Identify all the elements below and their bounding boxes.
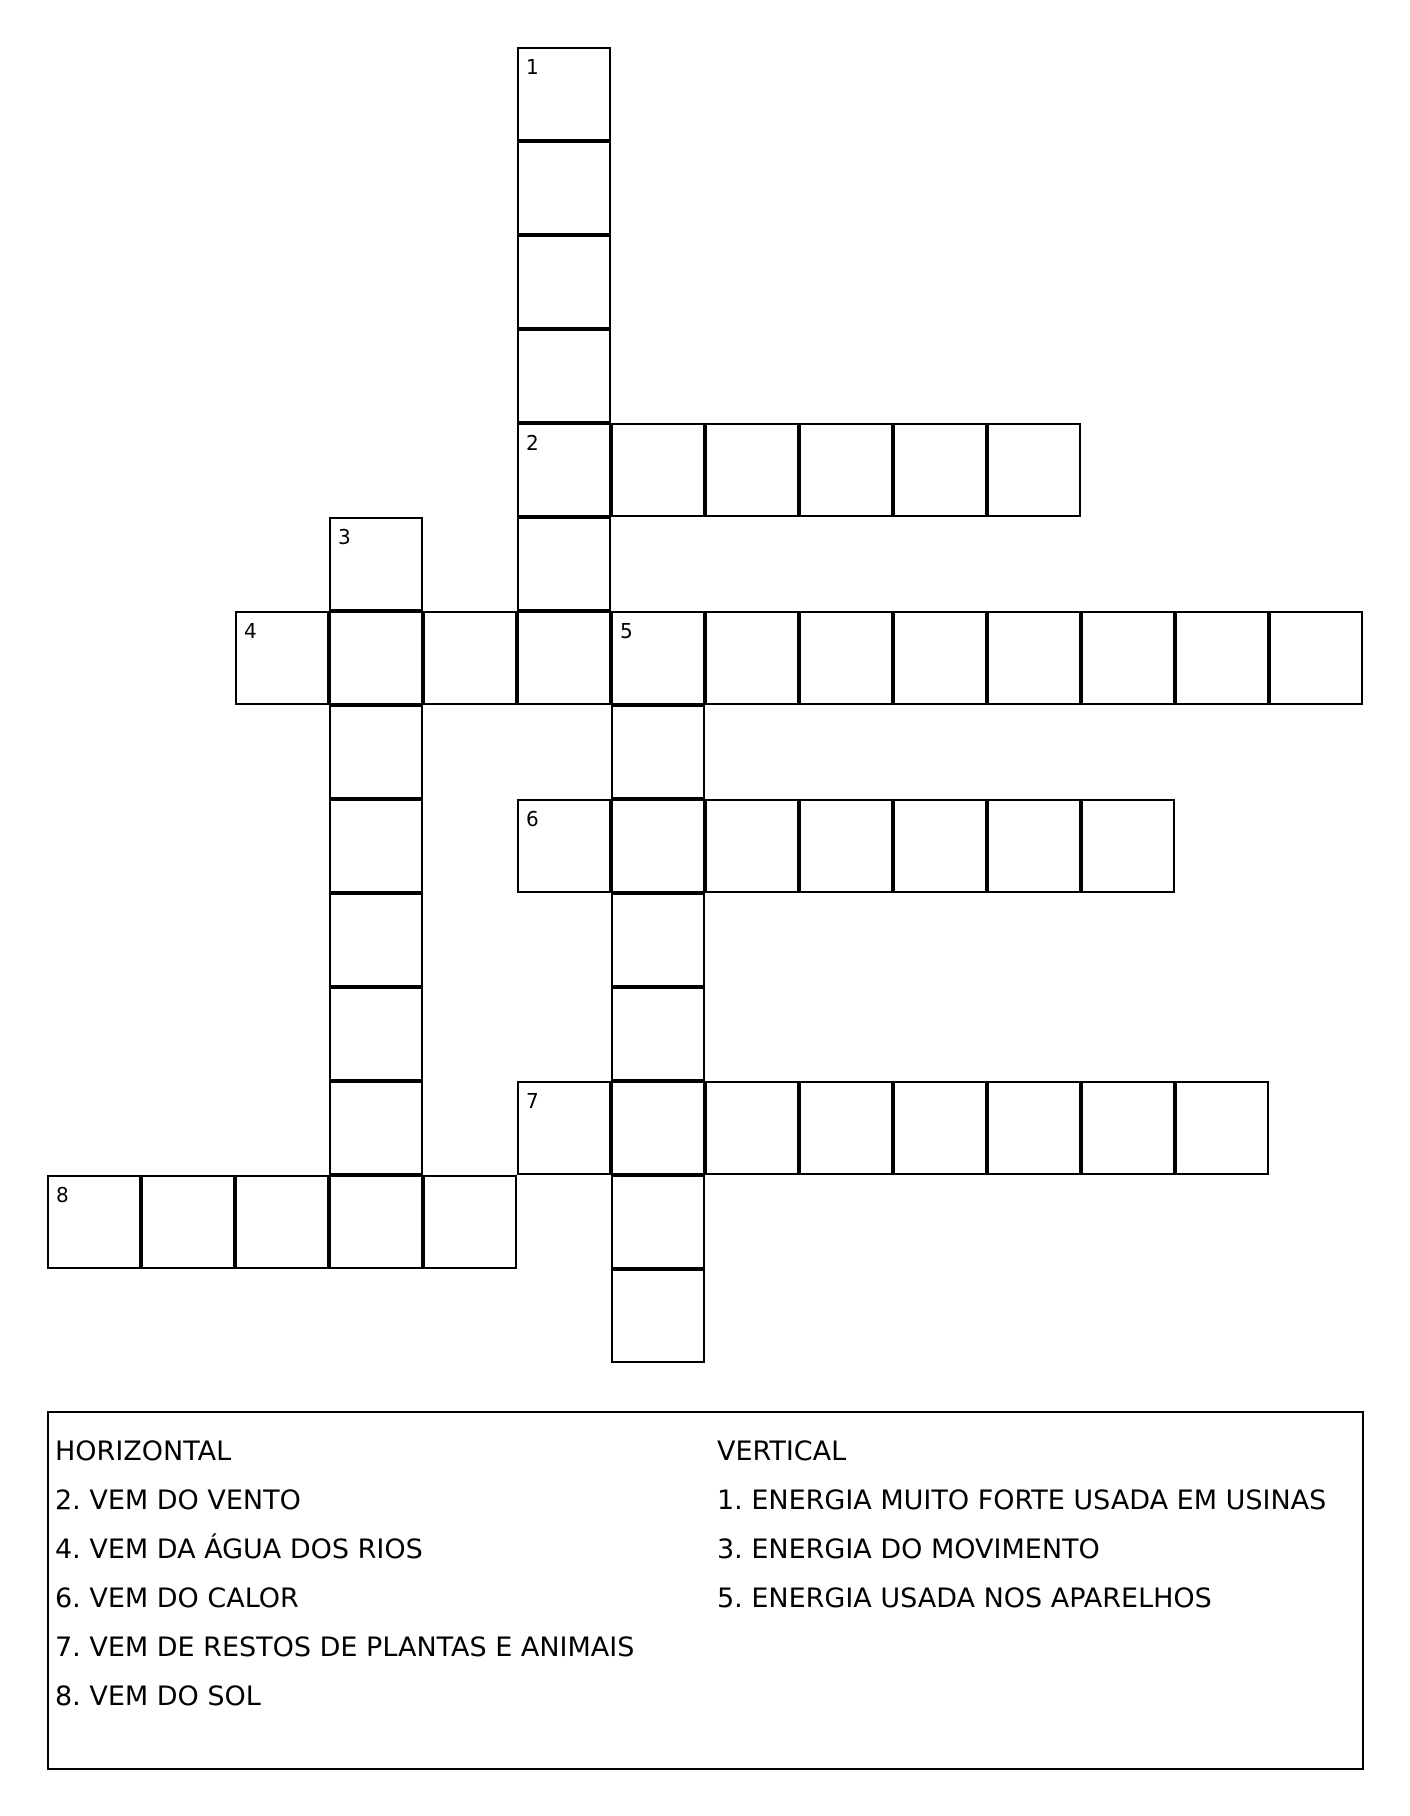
grid-cell[interactable] <box>1175 1081 1269 1175</box>
grid-cell[interactable] <box>705 423 799 517</box>
horizontal-clues <box>55 1427 634 1721</box>
grid-cell[interactable] <box>329 611 423 705</box>
clue-number: 7 <box>526 1089 539 1113</box>
grid-cell[interactable] <box>329 1081 423 1175</box>
clue-number: 4 <box>244 619 257 643</box>
grid-cell[interactable] <box>799 423 893 517</box>
grid-cell[interactable] <box>517 517 611 611</box>
grid-cell[interactable] <box>1081 799 1175 893</box>
grid-cell[interactable] <box>987 423 1081 517</box>
grid-cell[interactable] <box>611 423 705 517</box>
clue-number: 5 <box>620 619 633 643</box>
grid-cell[interactable] <box>329 987 423 1081</box>
grid-cell[interactable] <box>611 799 705 893</box>
grid-cell[interactable] <box>423 611 517 705</box>
grid-cell[interactable] <box>611 1269 705 1363</box>
clue-across-2: 2. VEM DO VENTO <box>55 1485 301 1516</box>
grid-cell[interactable] <box>987 1081 1081 1175</box>
grid-cell[interactable] <box>987 799 1081 893</box>
grid-cell[interactable] <box>517 423 611 517</box>
clue-across-8: 8. VEM DO SOL <box>55 1681 261 1712</box>
grid-cell[interactable] <box>987 611 1081 705</box>
grid-cell[interactable] <box>329 1175 423 1269</box>
grid-cell[interactable] <box>1081 1081 1175 1175</box>
grid-cell[interactable] <box>1269 611 1363 705</box>
vertical-heading: VERTICAL <box>717 1436 847 1467</box>
clue-number: 8 <box>56 1183 69 1207</box>
grid-cell[interactable] <box>329 893 423 987</box>
grid-cell[interactable] <box>423 1175 517 1269</box>
grid-cell[interactable] <box>517 611 611 705</box>
grid-cell[interactable] <box>235 1175 329 1269</box>
clue-down-5: 5. ENERGIA USADA NOS APARELHOS <box>717 1583 1212 1614</box>
vertical-clues <box>717 1427 1326 1623</box>
clue-down-3: 3. ENERGIA DO MOVIMENTO <box>717 1534 1100 1565</box>
grid-cell[interactable] <box>705 1081 799 1175</box>
grid-cell[interactable] <box>517 141 611 235</box>
clue-number: 2 <box>526 431 539 455</box>
clue-number: 3 <box>338 525 351 549</box>
clue-number: 6 <box>526 807 539 831</box>
grid-cell[interactable] <box>611 987 705 1081</box>
clue-across-6: 6. VEM DO CALOR <box>55 1583 299 1614</box>
clue-across-7: 7. VEM DE RESTOS DE PLANTAS E ANIMAIS <box>55 1632 635 1663</box>
grid-cell[interactable] <box>705 611 799 705</box>
grid-cell[interactable] <box>517 1081 611 1175</box>
grid-cell[interactable] <box>329 799 423 893</box>
grid-cell[interactable] <box>611 705 705 799</box>
grid-cell[interactable] <box>799 611 893 705</box>
grid-cell[interactable] <box>1175 611 1269 705</box>
clue-box <box>47 1411 1364 1770</box>
horizontal-heading: HORIZONTAL <box>55 1436 232 1467</box>
grid-cell[interactable] <box>611 611 705 705</box>
grid-cell[interactable] <box>799 1081 893 1175</box>
clue-across-4: 4. VEM DA ÁGUA DOS RIOS <box>55 1534 423 1565</box>
grid-cell[interactable] <box>141 1175 235 1269</box>
clue-number: 1 <box>526 55 539 79</box>
grid-cell[interactable] <box>611 1175 705 1269</box>
grid-cell[interactable] <box>893 611 987 705</box>
grid-cell[interactable] <box>329 705 423 799</box>
grid-cell[interactable] <box>329 517 423 611</box>
grid-cell[interactable] <box>893 423 987 517</box>
grid-cell[interactable] <box>893 1081 987 1175</box>
grid-cell[interactable] <box>47 1175 141 1269</box>
grid-cell[interactable] <box>517 235 611 329</box>
grid-cell[interactable] <box>705 799 799 893</box>
grid-cell[interactable] <box>893 799 987 893</box>
grid-cell[interactable] <box>235 611 329 705</box>
grid-cell[interactable] <box>517 329 611 423</box>
grid-cell[interactable] <box>611 1081 705 1175</box>
grid-cell[interactable] <box>517 47 611 141</box>
grid-cell[interactable] <box>611 893 705 987</box>
grid-cell[interactable] <box>1081 611 1175 705</box>
grid-cell[interactable] <box>517 799 611 893</box>
clue-down-1: 1. ENERGIA MUITO FORTE USADA EM USINAS <box>717 1485 1327 1516</box>
grid-cell[interactable] <box>799 799 893 893</box>
